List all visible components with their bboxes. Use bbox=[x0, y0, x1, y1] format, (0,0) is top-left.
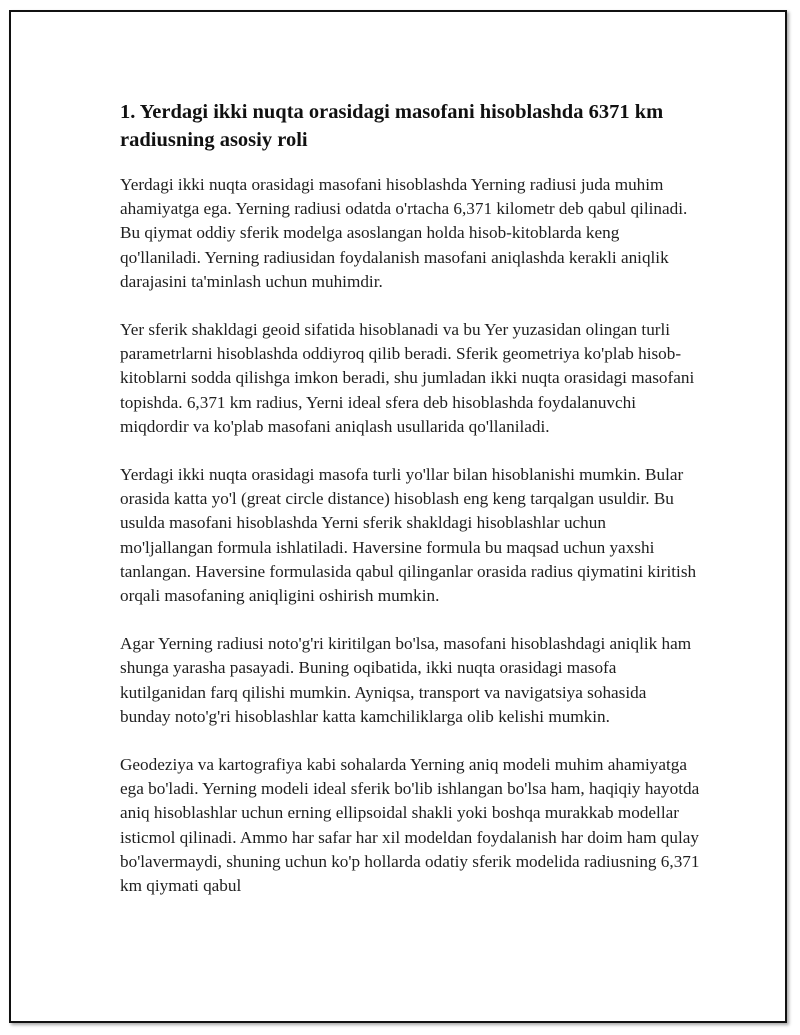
document-content bbox=[120, 98, 700, 922]
section-heading: 1. Yerdagi ikki nuqta orasidagi masofani hisoblashda 6371 km radiusning asosiy roli bbox=[120, 101, 664, 151]
paragraph-5: Geodeziya va kartografiya kabi sohalarda Yerning aniq modeli muhim ahamiyatga ega bo'ladi. Yerning modeli ideal sferik bo'lib ishlangan bo'lsa ham, haqiqiy hayotda aniq hisoblashlar uchun erning ellipsoidal shakli yoki boshqa murakkab modellar isticmol qilinadi. Ammo har safar har xil modeldan foydalanish har doim ham qulay bo'lavermaydi, shuning uchun ko'p hollarda odatiy sferik modelida radiusning 6,371 km qiymati qabul bbox=[120, 755, 700, 896]
paragraph-2: Yer sferik shakldagi geoid sifatida hisoblanadi va bu Yer yuzasidan olingan turli parametrlarni hisoblashda oddiyroq qilib beradi. Sferik geometriya ko'plab hisob-kitoblarni sodda qilishga imkon beradi, shu jumladan ikki nuqta orasidagi masofani topishda. 6,371 km radius, Yerni ideal sfera deb hisoblashda foydalanuvchi miqdordir va ko'plab masofani aniqlash usullarida qo'llaniladi. bbox=[120, 320, 695, 436]
paragraph-1: Yerdagi ikki nuqta orasidagi masofani hisoblashda Yerning radiusi juda muhim ahamiyatga ega. Yerning radiusi odatda o'rtacha 6,371 kilometr deb qabul qilinadi. Bu qiymat oddiy sferik modelga asoslangan holda hisob-kitoblarda keng qo'llaniladi. Yerning radiusidan foydalanish masofani aniqlashda kerakli aniqlik darajasini ta'minlash uchun muhimdir. bbox=[120, 175, 688, 291]
document-page bbox=[9, 10, 787, 1023]
paragraph-3: Yerdagi ikki nuqta orasidagi masofa turli yo'llar bilan hisoblanishi mumkin. Bular orasida katta yo'l (great circle distance) hisoblash eng keng tarqalgan usuldir. Bu usulda masofani hisoblashda Yerni sferik shakldagi hisoblashlar uchun mo'ljallangan formula ishlatiladi. Haversine formula bu maqsad uchun yaxshi tanlangan. Haversine formulasida qabul qilinganlar orasida radius qiymatini kiritish orqali masofaning aniqligini oshirish mumkin. bbox=[120, 465, 697, 606]
paragraph-4: Agar Yerning radiusi noto'g'ri kiritilgan bo'lsa, masofani hisoblashdagi aniqlik ham shunga yarasha pasayadi. Buning oqibatida, ikki nuqta orasidagi masofa kutilganidan farq qilishi mumkin. Ayniqsa, transport va navigatsiya sohasida bunday noto'g'ri hisoblashlar katta kamchiliklarga olib kelishi mumkin. bbox=[120, 634, 692, 726]
